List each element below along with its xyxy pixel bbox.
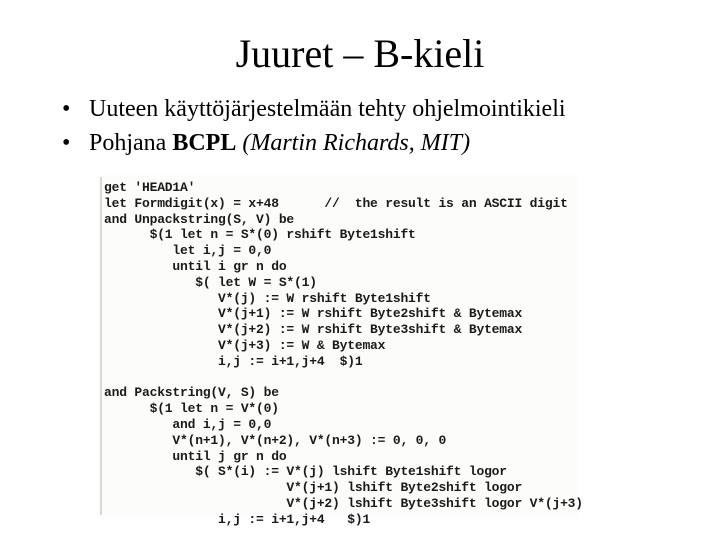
code-line: $(1 let n = S*(0) rshift Byte1shift [104, 227, 416, 243]
bullet-text-2-prefix: Pohjana [89, 130, 173, 156]
code-line: V*(j+1) := W rshift Byte2shift & Bytemax [104, 306, 523, 322]
bullet-item-1 [62, 92, 566, 126]
code-line: until j gr n do [104, 448, 287, 464]
code-line: and Unpackstring(S, V) be [104, 211, 295, 227]
code-line: V*(j+1) lshift Byte2shift logor [104, 480, 523, 496]
code-line: $( S*(i) := V*(j) lshift Byte1shift logor [104, 464, 507, 480]
bullet-text-2-bold: BCPL [172, 130, 237, 156]
scanned-code-image [98, 175, 583, 527]
code-line: and i,j = 0,0 [104, 416, 272, 432]
code-listing [104, 180, 583, 528]
code-line: $( let W = S*(1) [104, 274, 317, 290]
code-line: V*(j+3) := W & Bytemax [104, 337, 386, 353]
code-line: and Packstring(V, S) be [104, 385, 279, 401]
bullet-list [62, 92, 566, 160]
bullet-icon: • [62, 130, 71, 156]
scan-edge-line [100, 177, 102, 515]
bullet-item-2 [62, 126, 566, 160]
bullet-text-1: Uuteen käyttöjärjestelmään tehty ohjelmointikieli [89, 96, 566, 122]
code-line: get 'HEAD1A' [104, 180, 196, 195]
code-line: V*(j+2) lshift Byte3shift logor V*(j+3) [104, 495, 583, 511]
slide-title: Juuret – B-kieli [235, 31, 485, 76]
code-line: V*(n+1), V*(n+2), V*(n+3) := 0, 0, 0 [104, 432, 447, 448]
code-line: until i gr n do [104, 258, 287, 274]
bullet-icon: • [62, 96, 71, 122]
bullet-text-2-italic: (Martin Richards, MIT) [236, 130, 471, 156]
code-line: i,j := i+1,j+4 $)1 [104, 511, 371, 527]
code-line: $(1 let n = V*(0) [104, 401, 279, 417]
code-line: V*(j+2) := W rshift Byte3shift & Bytemax [104, 322, 523, 338]
code-line: i,j := i+1,j+4 $)1 [104, 353, 363, 369]
code-line: let Formdigit(x) = x+48 // the result is an ASCII digit [104, 195, 568, 211]
code-line: V*(j) := W rshift Byte1shift [104, 290, 431, 306]
code-line: let i,j = 0,0 [104, 243, 272, 259]
